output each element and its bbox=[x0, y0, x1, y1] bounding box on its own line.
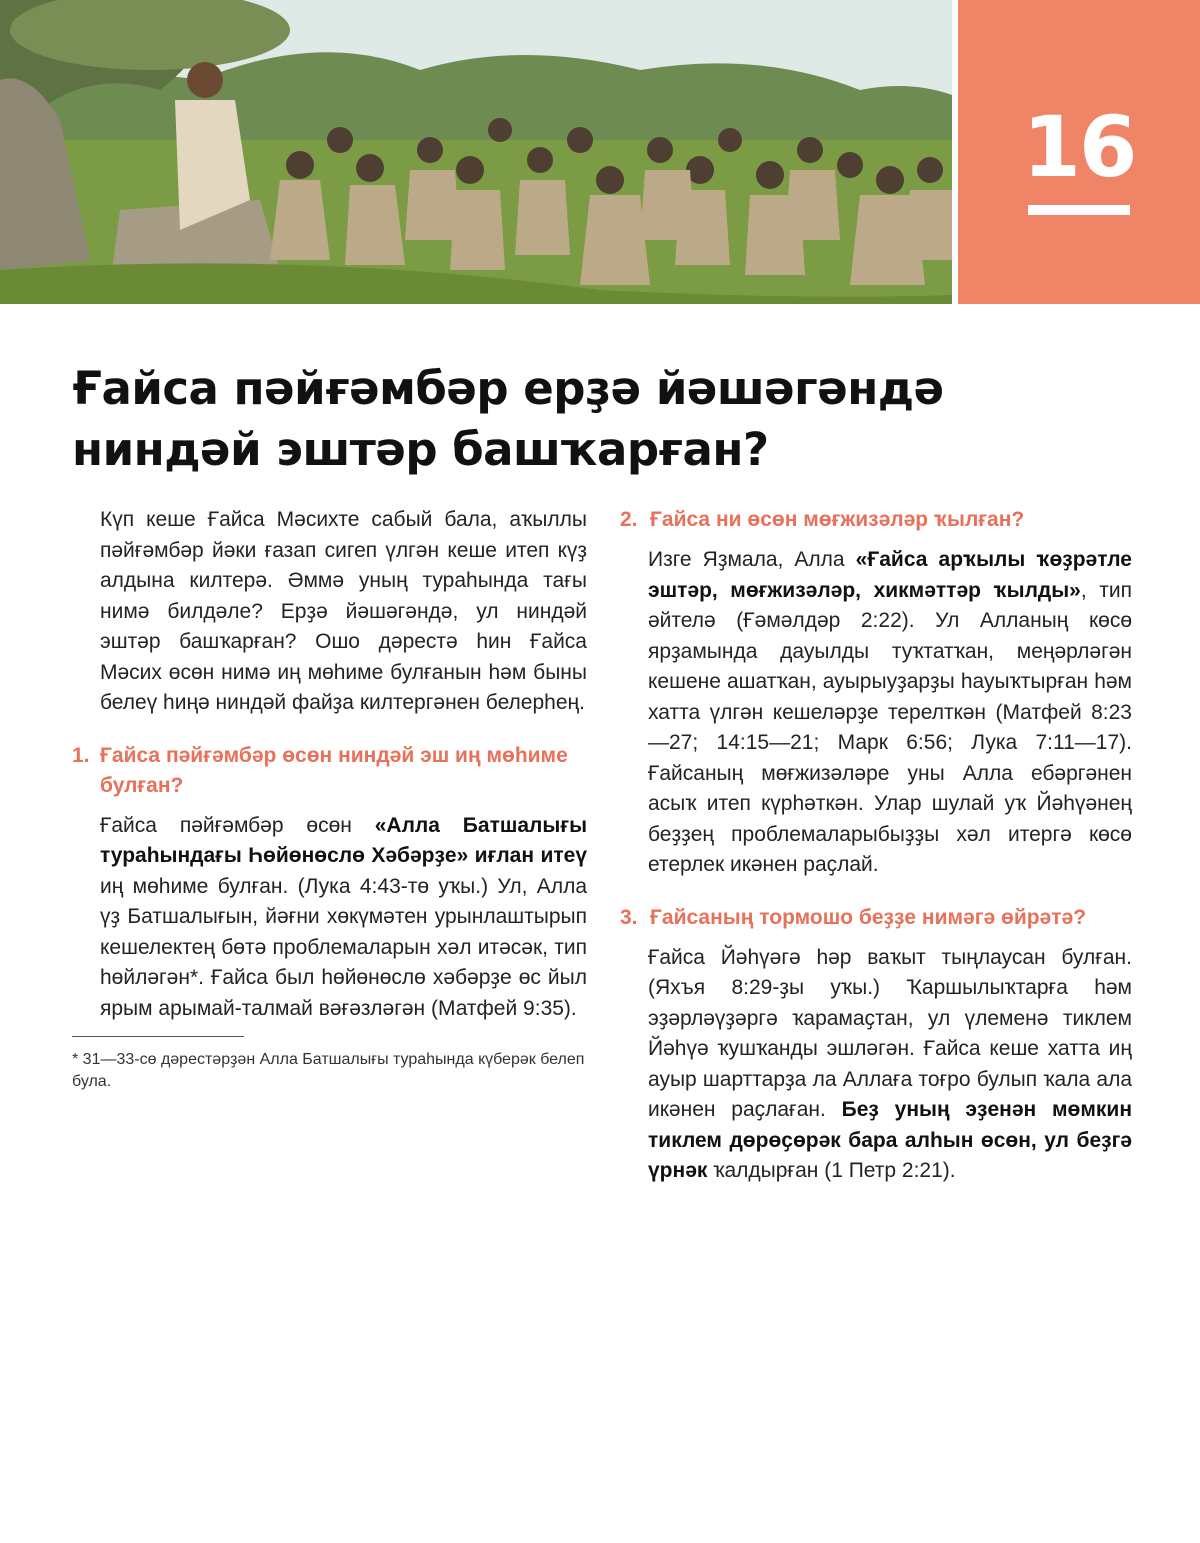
answer-1 bbox=[72, 811, 587, 1025]
badge-underline bbox=[1028, 205, 1130, 215]
hero-scene bbox=[0, 0, 952, 304]
answer-1-text-a: Ғайса пәйғәмбәр өсөн bbox=[100, 813, 375, 837]
answer-2-text-b: , тип әйтелә (Ғәмәлдәр 2:22). Ул Алланың көсө ярҙамында дауылды туҡтатҡан, меңәрләгән кешене ашатҡан, ауырыуҙарҙы һауыҡтырған һәм хатта үлгән кешеләрҙе терелткән (Матфей 8:23—27; 14:15—21; Марк 6:56; Лука 7:11—17). Ғайсаның мөғжизәләре уны Алла ебәргәнен асыҡ итеп күрһәткән. Улар шулай уҡ Йәһүәнең беҙҙең проблемаларыбыҙҙы хәл итергә көсө етерлек икәнен раҫлай. bbox=[648, 578, 1132, 876]
answer-2-text-a: Изге Яҙмала, Алла bbox=[648, 548, 856, 571]
question-1 bbox=[72, 741, 587, 801]
question-3 bbox=[620, 903, 1132, 933]
hero-illustration bbox=[0, 0, 952, 304]
answer-3 bbox=[620, 943, 1132, 1187]
answer-2-bold: «Ғайса арҡылы ҡөҙрәтле эштәр, мөғжизәләр, хикмәттәр ҡылды» bbox=[648, 548, 1132, 602]
question-2-text: Ғайса ни өсөн мөғжизәләр ҡылған? bbox=[650, 508, 1025, 531]
question-1-text: Ғайса пәйғәмбәр өсөн ниндәй эш иң мөһиме булған? bbox=[100, 743, 568, 797]
lesson-number: 16 bbox=[1022, 98, 1136, 196]
answer-2 bbox=[620, 545, 1132, 881]
answer-3-bold: Беҙ уның эҙенән мөмкин тиклем дөрөҫөрәк бара алһын өсөн, ул беҙгә үрнәк bbox=[648, 1098, 1132, 1182]
lesson-title: Ғайса пәйғәмбәр ерҙә йәшәгәндә ниндәй эштәр башҡарған? bbox=[72, 362, 944, 476]
question-3-text: Ғайсаның тормошо беҙҙе нимәгә өйрәтә? bbox=[650, 905, 1087, 929]
right-column bbox=[620, 505, 1132, 1187]
answer-1-text-b: иң мөһиме булған. (Лука 4:43-тө уҡы.) Ул, Алла үҙ Батшалығын, йәғни хөкүмәтен урынлаштырып кешелектең бөтә проблемаларын хәл итәсәк, тип һөйләгән*. Ғайса был һөйөнөслө хәбәрҙе өс йыл ярым арымай-талмай вәғәзләгән (Матфей 9:35). bbox=[100, 874, 587, 1020]
answer-1-bold: «Алла Батшалығы тураһындағы Һөйөнөслө Хәбәрҙе» иғлан итеү bbox=[100, 813, 587, 867]
intro-paragraph: Күп кеше Ғайса Мәсихте сабый бала, аҡыллы пәйғәмбәр йәки ғазап сигеп үлгән кеше итеп күҙ алдына килтерә. Әммә уның тураһында тағы нимә билдәле? Ерҙә йәшәгәндә, ул ниндәй эштәр башҡарған? Ошо дәрестә һин Ғайса Мәсих өсөн нимә иң мөһиме булғанын һәм быны белеү һиңә ниндәй файҙа килтергәнен белерһең. bbox=[100, 508, 587, 714]
lesson-number-badge bbox=[958, 0, 1200, 304]
answer-3-text-a: Ғайса Йәһүәгә һәр ваҡыт тыңлаусан булған. (Яхъя 8:29-ҙы уҡы.) Ҡаршылыҡтарға һәм эҙәрләүҙәргә ҡарамаҫтан, ул үлеменә тиклем Йәһүә ҡушҡанды эшләгән. Ғайса кеше хатта иң ауыр шарттарҙа ла Аллаға тоғро булып ҡала ала икәнен раҫлаған. bbox=[648, 945, 1132, 1121]
question-2 bbox=[620, 505, 1132, 535]
question-3-number: 3. bbox=[620, 905, 638, 929]
question-1-number: 1. bbox=[72, 743, 90, 767]
answer-3-text-b: ҡалдырған (1 Петр 2:21). bbox=[707, 1159, 956, 1182]
footnote-divider bbox=[72, 1036, 244, 1037]
footnote: * 31—33-сө дәрестәрҙән Алла Батшалығы тураһында күберәк белеп була. bbox=[72, 1051, 585, 1090]
left-column bbox=[72, 505, 587, 1093]
question-2-number: 2. bbox=[620, 508, 638, 531]
